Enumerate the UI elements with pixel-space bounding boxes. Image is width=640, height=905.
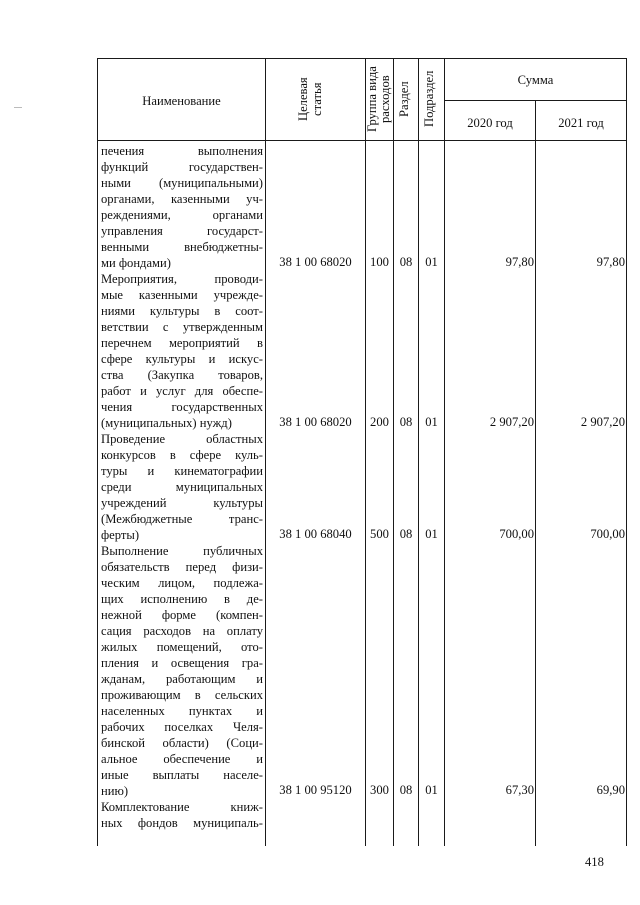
row-4-group: 300 [370,783,389,797]
row-3-group: 500 [370,527,389,541]
col-border-name [265,58,266,846]
row-1-line: функций государствен- [101,160,263,174]
row-4-line: иные выплаты населе- [101,768,263,782]
header-section: Раздел [397,81,411,117]
row-5-line: Комплектование книж- [101,800,263,814]
row-1-2020: 97,80 [505,255,534,269]
row-3-line: Проведение областных [101,432,263,446]
row-1-line: венными внебюджетны- [101,240,263,254]
row-2-target: 38 1 00 68020 [279,415,352,429]
header-bottom-border [97,140,627,141]
row-5-description [101,799,263,831]
table-top-border [97,58,627,59]
col-border-right [626,58,627,846]
row-2-section: 08 [399,415,413,429]
row-3-line: (Межбюджетные транс- [101,512,263,526]
row-3-line: конкурсов в сфере куль- [101,448,263,462]
col-border-left [97,58,98,846]
row-3-section: 08 [399,527,413,541]
row-3-2020: 700,00 [499,527,534,541]
row-4-2021: 69,90 [596,783,625,797]
row-4-description [101,543,263,799]
row-1-section: 08 [399,255,413,269]
row-4-line: населенных пунктах и [101,704,263,718]
row-3-line: туры и кинематографии [101,464,263,478]
row-1-2021: 97,80 [596,255,625,269]
col-border-group [393,58,394,846]
row-4-line: нию) [101,784,129,798]
row-4-subsection: 01 [425,783,438,797]
header-subsection: Подраздел [422,70,436,128]
row-4-2020: 67,30 [505,783,534,797]
row-2-line: ниями культуры в соот- [101,304,263,318]
row-3-line: среди муниципальных [101,480,263,494]
row-4-line: обязательств перед физи- [101,560,263,574]
row-4-line: жданам, работающим и [101,672,263,686]
row-2-subsection: 01 [425,415,438,429]
row-2-line: Мероприятия, проводи- [101,272,263,286]
col-border-2020 [535,100,536,846]
row-1-line: управления государст- [101,224,263,238]
row-3-target: 38 1 00 68040 [279,527,352,541]
row-4-line: жилых помещений, ото- [101,640,263,654]
row-2-line: перечнем мероприятий в [101,336,263,350]
col-border-section [418,58,419,846]
row-4-line: пления и освещения гра- [101,656,263,670]
row-2-group: 200 [370,415,389,429]
header-target-article: Целевая статья [296,77,324,121]
row-2-line: (муниципальных) нужд) [101,416,232,430]
row-4-target: 38 1 00 95120 [279,783,352,797]
row-4-line: щих исполнению в де- [101,592,263,606]
row-1-target: 38 1 00 68020 [279,255,352,269]
col-border-target [365,58,366,846]
row-2-2020: 2 907,20 [489,415,534,429]
row-2-description [101,271,263,431]
row-1-subsection: 01 [425,255,438,269]
row-4-line: ческим лицом, подлежа- [101,576,263,590]
row-3-line: учреждений культуры [101,496,263,510]
row-1-line: ными (муниципальными) [101,176,263,190]
row-3-subsection: 01 [425,527,438,541]
row-4-line: рабочих поселках Челя- [101,720,263,734]
row-1-line: органами, казенными уч- [101,192,263,206]
header-name: Наименование [142,94,221,108]
row-4-line: альное обеспечение и [101,752,263,766]
row-3-line: ферты) [101,528,140,542]
row-2-line: сфере культуры и искус- [101,352,263,366]
row-2-line: чения государственных [101,400,263,414]
header-expense-group: Группа вида расходов [365,66,392,132]
scan-mark [14,107,22,108]
header-year-2020: 2020 год [467,116,513,130]
row-2-line: ства (Закупка товаров, [101,368,263,382]
row-3-description [101,431,263,543]
row-5-line: ных фондов муниципаль- [101,816,263,830]
row-4-section: 08 [399,783,413,797]
row-1-line: реждениями, органами [101,208,263,222]
row-4-line: сация расходов на оплату [101,624,263,638]
header-sum: Сумма [517,73,554,87]
row-1-description [101,143,263,271]
row-2-line: работ и услуг для обеспе- [101,384,263,398]
header-year-2021: 2021 год [558,116,604,130]
row-4-line: бинской области) (Соци- [101,736,263,750]
page-number: 418 [585,855,604,869]
row-1-group: 100 [370,255,389,269]
row-1-line: ми фондами) [101,256,171,270]
row-4-line: Выполнение публичных [101,544,263,558]
col-border-subsection [444,58,445,846]
row-2-line: мые казенными учрежде- [101,288,263,302]
row-4-line: нежной форме (компен- [101,608,263,622]
row-2-2021: 2 907,20 [580,415,625,429]
row-4-line: проживающим в сельских [101,688,263,702]
row-2-line: ветствии с утвержденным [101,320,263,334]
row-3-2021: 700,00 [590,527,625,541]
row-1-line: печения выполнения [101,144,263,158]
